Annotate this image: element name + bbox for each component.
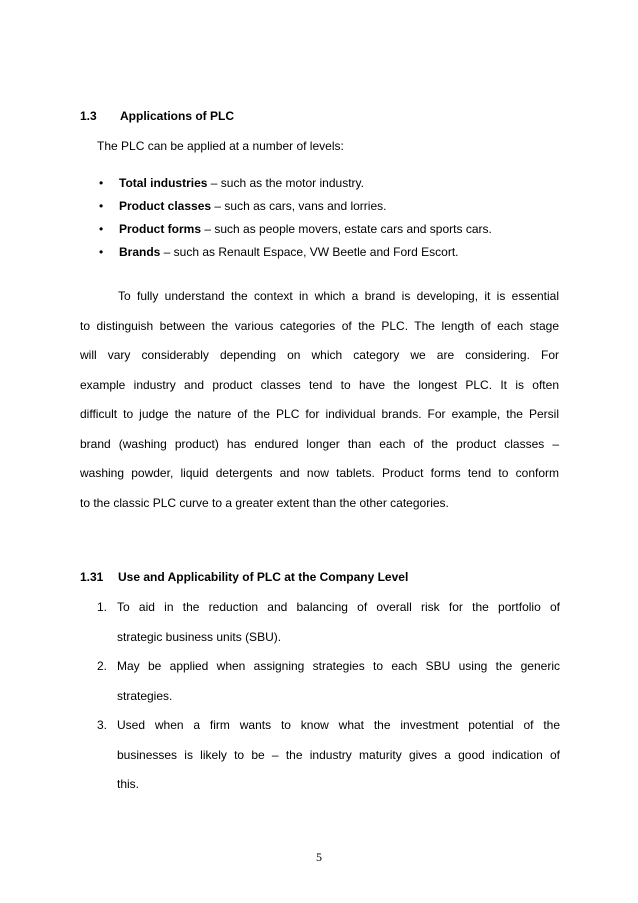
list-item: [97, 598, 560, 657]
bullet-dot-icon: •: [99, 222, 104, 236]
paragraph-line: washing powder, liquid detergents and now tablets. Product forms tend to conform: [80, 466, 559, 480]
paragraph-line: brand (washing product) has endured longer than each of the product classes –: [80, 436, 559, 451]
bullet-dot-icon: •: [99, 176, 104, 190]
paragraph-line: difficult to judge the nature of the PLC for individual brands. For example, the Persil: [80, 407, 559, 421]
list-item-line: businesses is likely to be – the industry maturity gives a good indication of: [117, 747, 560, 762]
section-title: Use and Applicability of PLC at the Company Level: [118, 570, 409, 584]
section-1-31-heading: [80, 570, 408, 584]
list-item-number: 2.: [97, 659, 108, 673]
levels-bullet-list: [97, 172, 557, 264]
bullet-description: – such as Renault Espace, VW Beetle and Ford Escort.: [160, 245, 459, 259]
section-number: 1.3: [80, 109, 97, 123]
bullet-term: Brands: [119, 245, 161, 259]
bullet-item: [97, 218, 557, 241]
page-number: 5: [316, 850, 322, 864]
bullet-term: Product forms: [119, 222, 202, 236]
bullet-item: [97, 172, 557, 195]
section-1-3-heading: [80, 109, 234, 123]
bullet-term: Product classes: [119, 199, 212, 213]
bullet-item: [97, 195, 557, 218]
paragraph-line: to distinguish between the various categories of the PLC. The length of each stage: [80, 318, 559, 333]
list-item-line: Used when a firm wants to know what the investment potential of the: [117, 718, 560, 732]
body-paragraph: [80, 287, 559, 523]
intro-text: The PLC can be applied at a number of levels:: [97, 139, 344, 153]
paragraph-line: to the classic PLC curve to a greater extent than the other categories.: [80, 495, 449, 510]
list-item-line: May be applied when assigning strategies to each SBU using the generic: [117, 659, 560, 673]
list-item-number: 1.: [97, 600, 108, 614]
bullet-dot-icon: •: [99, 245, 104, 259]
list-item-line: To aid in the reduction and balancing of overall risk for the portfolio of: [117, 600, 560, 614]
bullet-term: Total industries: [119, 176, 208, 190]
bullet-item: [97, 241, 557, 264]
list-item-line: this.: [117, 777, 140, 791]
bullet-description: – such as the motor industry.: [207, 176, 364, 190]
section-number: 1.31: [80, 570, 104, 584]
paragraph-line: example industry and product classes tend to have the longest PLC. It is often: [80, 377, 559, 392]
list-item-number: 3.: [97, 718, 108, 732]
list-item-line: strategic business units (SBU).: [117, 629, 282, 644]
bullet-description: – such as cars, vans and lorries.: [211, 199, 387, 213]
section-title: Applications of PLC: [120, 109, 234, 123]
paragraph-line: will vary considerably depending on which category we are considering. For: [80, 348, 559, 362]
company-level-numbered-list: [97, 598, 560, 805]
list-item: [97, 657, 560, 716]
bullet-dot-icon: •: [99, 199, 104, 213]
bullet-description: – such as people movers, estate cars and sports cars.: [201, 222, 492, 236]
list-item: [97, 716, 560, 805]
paragraph-line: To fully understand the context in which a brand is developing, it is essential: [118, 289, 559, 303]
list-item-line: strategies.: [117, 688, 173, 703]
